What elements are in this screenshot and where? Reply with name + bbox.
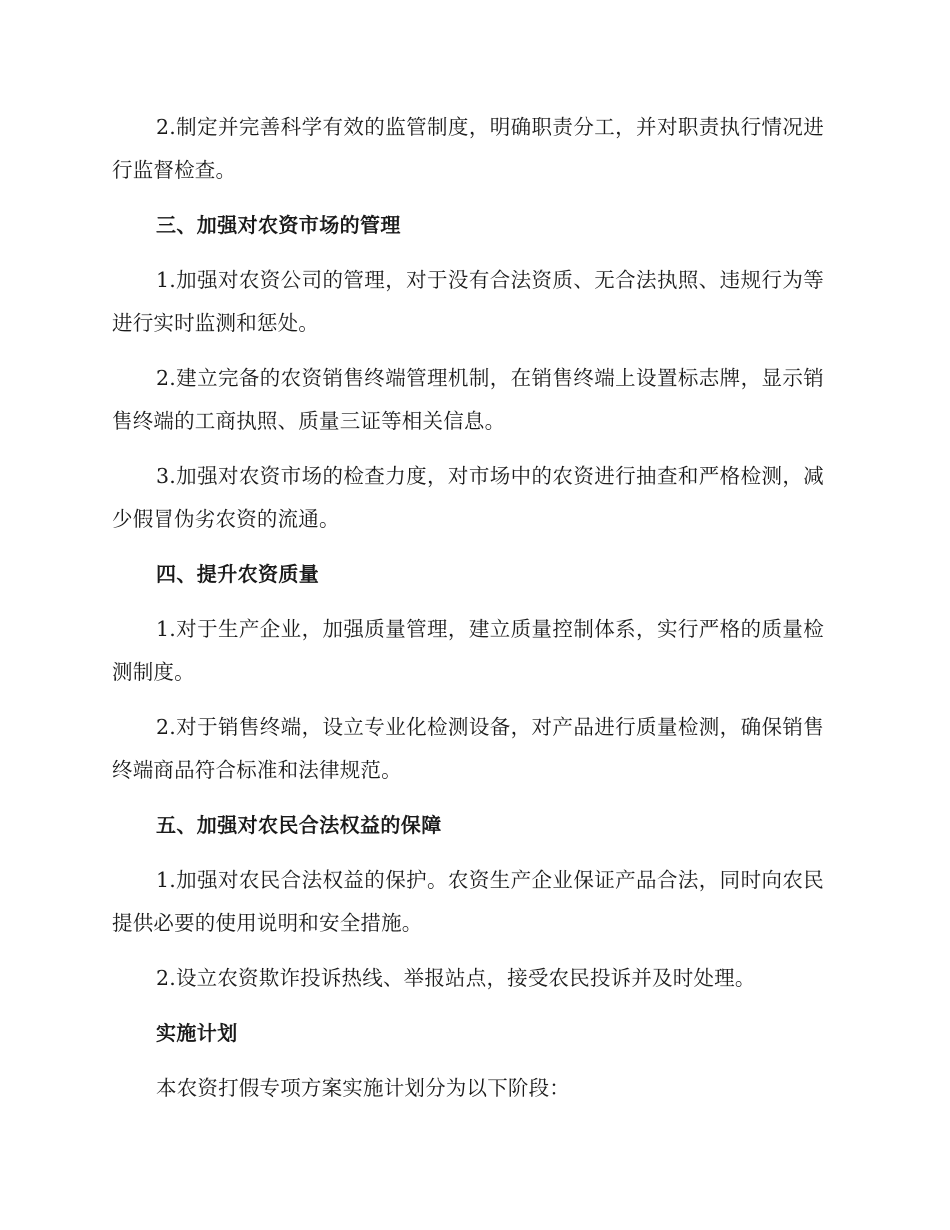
- paragraph-company-management: 1.加强对农资公司的管理，对于没有合法资质、无合法执照、违规行为等进行实时监测和惩处。: [112, 268, 824, 335]
- section-heading-market-management: 三、加强对农资市场的管理: [156, 213, 401, 237]
- document-body: [112, 106, 824, 1122]
- section-heading-quality: 四、提升农资质量: [156, 562, 320, 586]
- paragraph-supervision-system: 2.制定并完善科学有效的监管制度，明确职责分工，并对职责执行情况进行监督检查。: [112, 115, 824, 182]
- paragraph-producer-quality: 1.对于生产企业，加强质量管理，建立质量控制体系，实行严格的质量检测制度。: [112, 617, 824, 684]
- section-heading-farmer-rights: 五、加强对农民合法权益的保障: [156, 813, 442, 837]
- paragraph-terminal-testing: 2.对于销售终端，设立专业化检测设备，对产品进行质量检测，确保销售终端商品符合标准和法律规范。: [112, 715, 824, 782]
- paragraph-sales-terminal-mechanism: 2.建立完备的农资销售终端管理机制，在销售终端上设置标志牌，显示销售终端的工商执照、质量三证等相关信息。: [112, 366, 824, 433]
- paragraph-rights-protection: 1.加强对农民合法权益的保护。农资生产企业保证产品合法，同时向农民提供必要的使用说明和安全措施。: [112, 868, 824, 935]
- paragraph-market-inspection: 3.加强对农资市场的检查力度，对市场中的农资进行抽查和严格检测，减少假冒伪劣农资的流通。: [112, 464, 824, 531]
- section-heading-implementation-plan: 实施计划: [156, 1021, 238, 1045]
- paragraph-complaint-hotline: 2.设立农资欺诈投诉热线、举报站点，接受农民投诉并及时处理。: [156, 966, 756, 990]
- paragraph-plan-stages: 本农资打假专项方案实施计划分为以下阶段：: [156, 1076, 570, 1100]
